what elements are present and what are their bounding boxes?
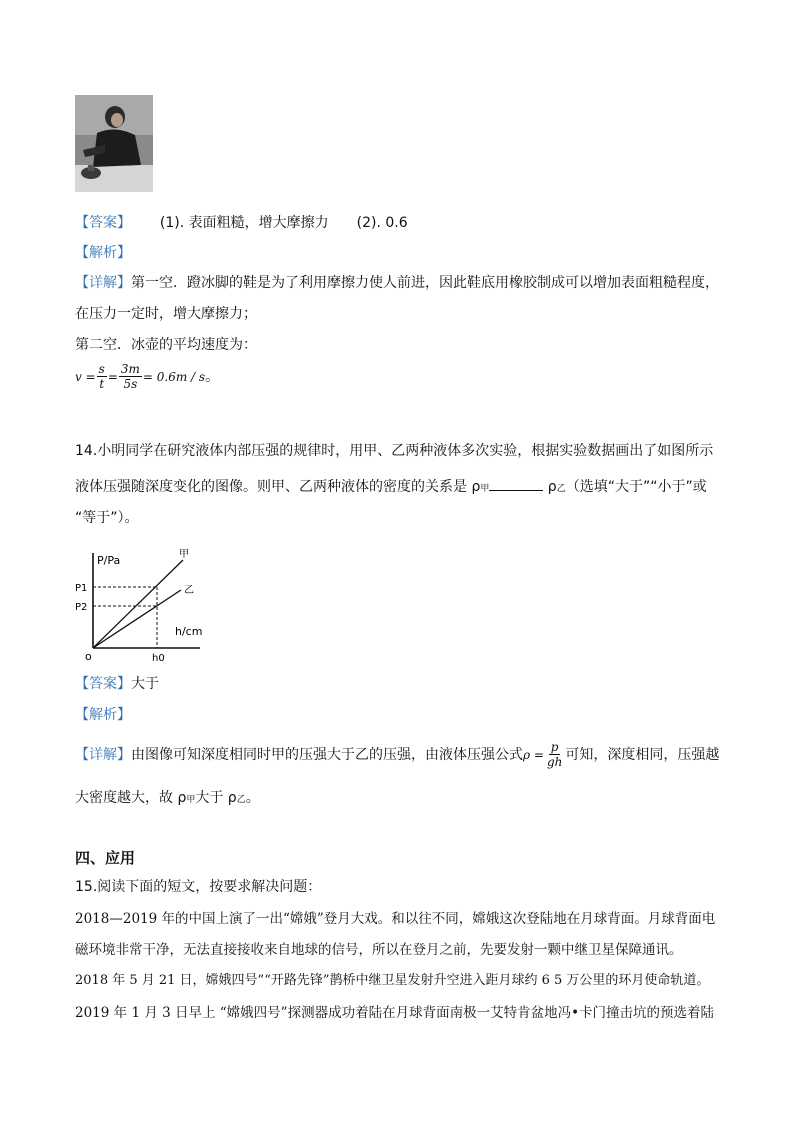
answer-tag: 【答案】 <box>75 215 131 231</box>
fraction-denominator: 5s <box>123 377 138 391</box>
answer-line-13 <box>75 213 408 233</box>
fraction-numerator: s <box>98 362 105 376</box>
question-15-line-4: 2018 年 5 月 21 日，嫦娥四号”“开路先锋”鹊桥中继卫星发射升空进入距月球约 6 5 万公里的环月使命轨道。 <box>75 973 710 988</box>
p1-label: P1 <box>75 583 88 594</box>
analysis-tag: 【解析】 <box>75 245 131 261</box>
detail-text: 。 <box>245 790 260 806</box>
origin-label: o <box>85 650 92 663</box>
detail-line-13-1 <box>75 273 719 293</box>
question-14-line-2 <box>75 477 707 499</box>
answer-line-14 <box>75 674 159 694</box>
answer-text: 大于 <box>131 676 159 692</box>
detail-text: 大密度越大，故 ρ <box>75 790 187 806</box>
detail-text: 由图像可知深度相同时甲的压强大于乙的压强，由液体压强公式 <box>131 746 523 763</box>
fraction-denominator: t <box>99 377 105 391</box>
detail-line-14-1 <box>75 740 719 769</box>
subscript-yi: 乙 <box>556 484 566 494</box>
question-text: ρ <box>543 479 557 495</box>
fraction-s-over-t <box>97 362 107 391</box>
fraction-p-over-gh <box>545 740 564 769</box>
question-text: （选填“大于”“小于”或 <box>565 479 707 495</box>
subscript-jia: 甲 <box>186 795 196 805</box>
detail-line-13-2: 在压力一定时，增大摩擦力； <box>75 306 257 322</box>
answer-text: (1). 表面粗糙，增大摩擦力 (2). 0.6 <box>159 215 408 231</box>
detail-line-14-2 <box>75 788 260 810</box>
question-14-line-3: “等于”）。 <box>75 510 139 526</box>
detail-text: 第一空．蹬冰脚的鞋是为了利用摩擦力使人前进，因此鞋底用橡胶制成可以增加表面粗糙程度， <box>131 275 719 291</box>
question-15-line-1: 15.阅读下面的短文，按要求解决问题： <box>75 879 322 895</box>
fraction-denominator: gh <box>546 755 563 769</box>
series-label-jia: 甲 <box>179 549 189 560</box>
formula-equals: = <box>107 369 118 384</box>
question-text: 液体压强随深度变化的图像。则甲、乙两种液体的密度的关系是 ρ <box>75 479 481 495</box>
question-14-line-1: 14.小明同学在研究液体内部压强的规律时，用甲、乙两种液体多次实验，根据实验数据画出了如图所示 <box>75 443 714 459</box>
p2-label: P2 <box>75 602 88 613</box>
question-15-line-2: 2018—2019 年的中国上演了一出“嫦娥”登月大戏。和以往不同，嫦娥这次登陆地在月球背面。月球背面电 <box>75 911 716 927</box>
question-15-line-5: 2019 年 1 月 3 日早上 “嫦娥四号”探测器成功着陆在月球背面南极一艾特肯盆地冯•卡门撞击坑的预选着陆 <box>75 1005 715 1021</box>
analysis-line-14 <box>75 705 131 725</box>
fraction-numerator: p <box>550 740 559 754</box>
curling-photo-graphic <box>75 95 153 192</box>
formula-rhs: = 0.6m / s <box>142 369 206 384</box>
answer-blank[interactable] <box>489 478 543 491</box>
detail-tag: 【详解】 <box>75 275 131 291</box>
question-15-line-3: 磁环境非常干净，无法直接接收来自地球的信号，所以在登月之前，先要发射一颗中继卫星保障通讯。 <box>75 942 683 958</box>
section-heading: 四、应用 <box>75 849 136 867</box>
x-axis-label: h/cm <box>175 625 203 638</box>
detail-tag: 【详解】 <box>75 746 131 763</box>
pressure-depth-graph <box>75 545 210 665</box>
detail-line-13-3: 第二空．冰壶的平均速度为： <box>75 337 257 353</box>
fraction-3m-over-5s <box>119 362 142 391</box>
line-jia <box>93 560 183 648</box>
formula-end: 。 <box>205 368 220 385</box>
density-formula-lhs: ρ = <box>523 747 544 762</box>
analysis-line-13 <box>75 243 131 263</box>
velocity-formula <box>75 362 219 391</box>
fraction-numerator: 3m <box>120 362 140 376</box>
analysis-tag: 【解析】 <box>75 707 131 723</box>
subscript-yi: 乙 <box>236 795 246 805</box>
answer-tag: 【答案】 <box>75 676 131 692</box>
formula-lhs: v = <box>75 369 96 384</box>
line-yi <box>93 590 181 648</box>
y-axis-label: P/Pa <box>97 554 121 567</box>
h0-label: h0 <box>152 653 165 664</box>
curling-photo <box>75 95 153 192</box>
detail-text: 大于 ρ <box>195 790 237 806</box>
detail-text: 可知，深度相同，压强越 <box>565 746 720 763</box>
subscript-jia: 甲 <box>480 484 490 494</box>
series-label-yi: 乙 <box>184 585 194 596</box>
